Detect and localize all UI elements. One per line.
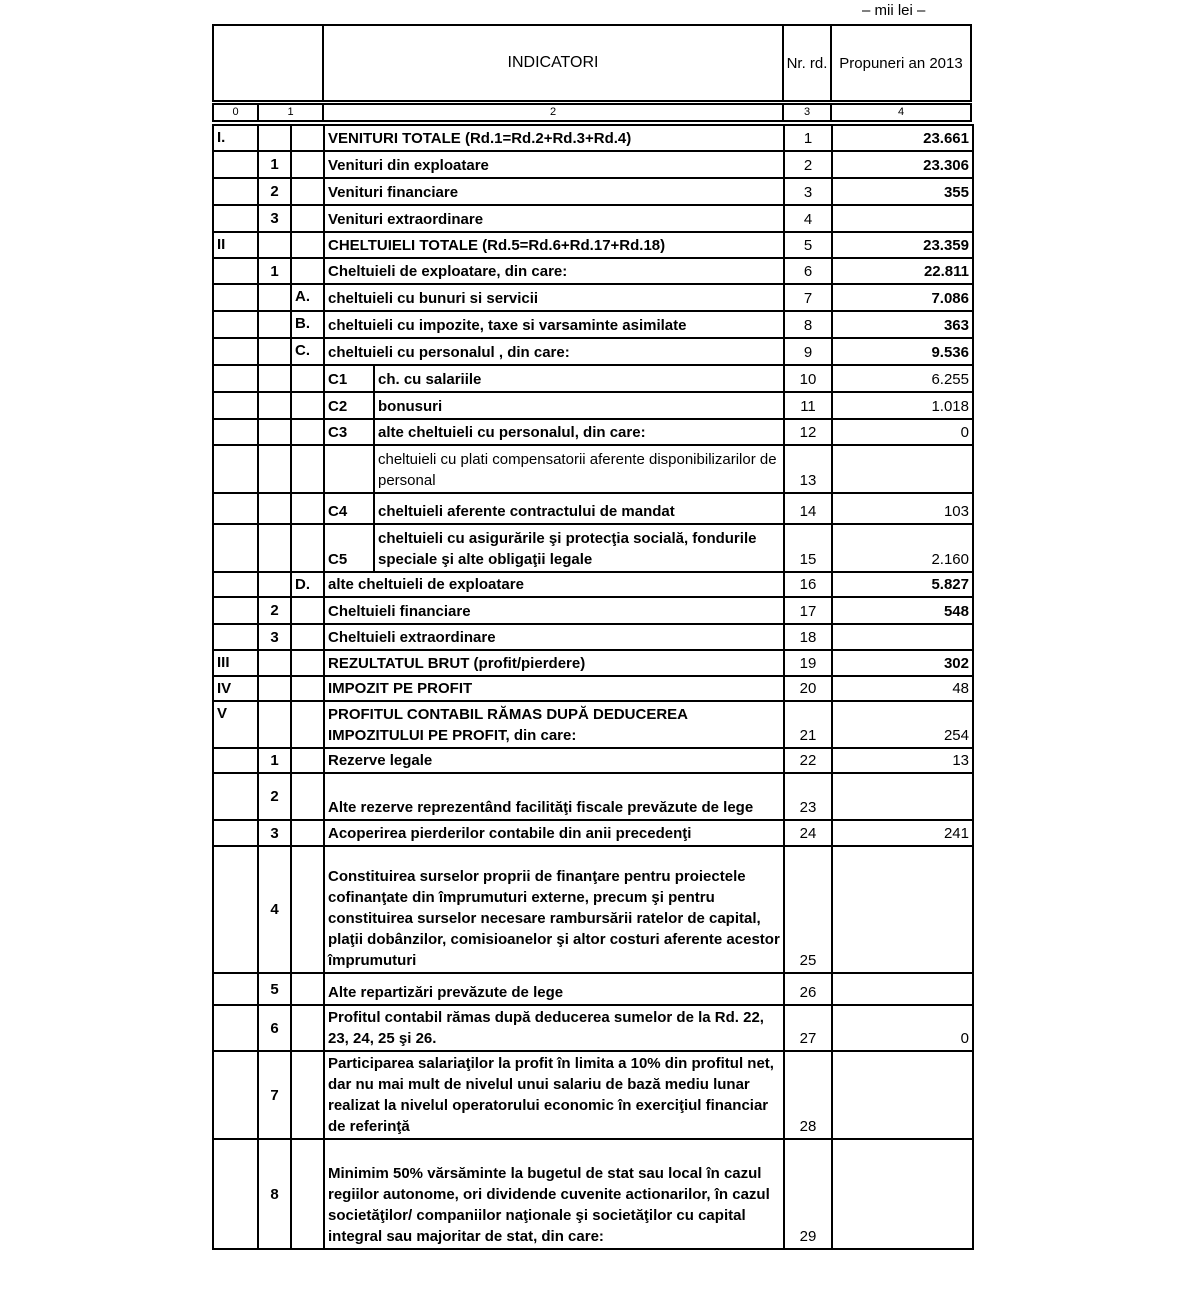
indicator-label: Constituirea surselor proprii de finanţare pentru proiectele cofinanţate din împrumuturi externe, precum şi pentru constituirea surselor necesare rambursării ratelor de capital, plaţii dobânzilor, comisioanelor şi altor costuri aferente acestor împrumuturi xyxy=(324,846,784,973)
section-roman-cell: III xyxy=(213,650,258,676)
indicator-label: Profitul contabil rămas după deducerea sumelor de la Rd. 22, 23, 24, 25 şi 26. xyxy=(324,1005,784,1051)
row-number-cell: 17 xyxy=(784,597,832,624)
section-roman-cell xyxy=(213,820,258,846)
section-letter-cell xyxy=(291,232,324,258)
section-roman-cell xyxy=(213,973,258,1005)
indicator-label: CHELTUIELI TOTALE (Rd.5=Rd.6+Rd.17+Rd.18) xyxy=(324,232,784,258)
indicator-label: alte cheltuieli cu personalul, din care: xyxy=(374,419,784,445)
proposal-value-cell: 2.160 xyxy=(832,524,973,572)
indicator-label: PROFITUL CONTABIL RĂMAS DUPĂ DEDUCEREA IMPOZITULUI PE PROFIT, din care: xyxy=(324,701,784,748)
indicator-label: cheltuieli cu impozite, taxe si varsaminte asimilate xyxy=(324,311,784,338)
table-row xyxy=(213,392,973,419)
section-roman-cell xyxy=(213,748,258,773)
section-letter-cell xyxy=(291,258,324,284)
row-number-cell: 25 xyxy=(784,846,832,973)
indicator-label: cheltuieli cu bunuri si servicii xyxy=(324,284,784,311)
table-row xyxy=(213,1005,973,1051)
section-letter-cell xyxy=(291,205,324,232)
table-row xyxy=(213,1139,973,1249)
table-row xyxy=(213,597,973,624)
table-body xyxy=(213,125,973,1249)
sub-code-cell: C5 xyxy=(324,524,374,572)
section-roman-cell: II xyxy=(213,232,258,258)
section-roman-cell xyxy=(213,365,258,392)
indicator-label: cheltuieli cu personalul , din care: xyxy=(324,338,784,365)
section-number-cell: 6 xyxy=(258,1005,291,1051)
proposal-value-cell: 355 xyxy=(832,178,973,205)
proposal-value-cell: 9.536 xyxy=(832,338,973,365)
section-letter-cell xyxy=(291,597,324,624)
proposal-value-cell: 23.359 xyxy=(832,232,973,258)
proposal-value-cell: 0 xyxy=(832,419,973,445)
table-row xyxy=(213,572,973,597)
proposal-value-cell: 6.255 xyxy=(832,365,973,392)
table-row xyxy=(213,178,973,205)
table-row xyxy=(213,493,973,524)
section-letter-cell: D. xyxy=(291,572,324,597)
section-number-cell xyxy=(258,338,291,365)
indicator-label: IMPOZIT PE PROFIT xyxy=(324,676,784,701)
proposal-value-cell xyxy=(832,624,973,650)
section-letter-cell: A. xyxy=(291,284,324,311)
row-number-cell: 15 xyxy=(784,524,832,572)
section-letter-cell xyxy=(291,650,324,676)
section-roman-cell xyxy=(213,773,258,820)
section-number-cell: 5 xyxy=(258,973,291,1005)
section-letter-cell: B. xyxy=(291,311,324,338)
column-number: 3 xyxy=(782,103,832,122)
proposal-value-cell xyxy=(832,445,973,493)
row-number-cell: 3 xyxy=(784,178,832,205)
section-letter-cell xyxy=(291,419,324,445)
indicator-label: Participarea salariaţilor la profit în limita a 10% din profitul net, dar nu mai mult de nivelul unui salariu de bază mediu lunar realizat la nivelul operatorului economic în exerciţiul financiar de referinţă xyxy=(324,1051,784,1139)
table-row xyxy=(213,338,973,365)
indicator-label: Acoperirea pierderilor contabile din anii precedenţi xyxy=(324,820,784,846)
section-roman-cell: I. xyxy=(213,125,258,151)
section-letter-cell: C. xyxy=(291,338,324,365)
table-row xyxy=(213,820,973,846)
section-letter-cell xyxy=(291,392,324,419)
sub-code-cell: C1 xyxy=(324,365,374,392)
section-roman-cell: IV xyxy=(213,676,258,701)
section-roman-cell xyxy=(213,846,258,973)
row-number-cell: 21 xyxy=(784,701,832,748)
section-roman-cell: V xyxy=(213,701,258,748)
indicator-label: Cheltuieli de exploatare, din care: xyxy=(324,258,784,284)
table-header xyxy=(212,24,972,104)
section-roman-cell xyxy=(213,445,258,493)
section-number-cell xyxy=(258,701,291,748)
section-roman-cell xyxy=(213,624,258,650)
section-number-cell xyxy=(258,284,291,311)
indicator-label: REZULTATUL BRUT (profit/pierdere) xyxy=(324,650,784,676)
row-number-cell: 4 xyxy=(784,205,832,232)
table-row xyxy=(213,650,973,676)
section-roman-cell xyxy=(213,572,258,597)
column-number: 0 xyxy=(212,103,259,122)
table-row xyxy=(213,773,973,820)
proposal-value-cell: 22.811 xyxy=(832,258,973,284)
table-row xyxy=(213,151,973,178)
table-row xyxy=(213,846,973,973)
section-roman-cell xyxy=(213,1005,258,1051)
section-number-cell: 3 xyxy=(258,624,291,650)
section-number-cell xyxy=(258,572,291,597)
proposal-value-cell xyxy=(832,1051,973,1139)
row-number-cell: 9 xyxy=(784,338,832,365)
proposal-value-cell: 0 xyxy=(832,1005,973,1051)
section-number-cell xyxy=(258,365,291,392)
section-letter-cell xyxy=(291,748,324,773)
section-letter-cell xyxy=(291,1139,324,1249)
row-number-cell: 6 xyxy=(784,258,832,284)
section-number-cell xyxy=(258,311,291,338)
section-roman-cell xyxy=(213,493,258,524)
section-number-cell xyxy=(258,493,291,524)
section-roman-cell xyxy=(213,284,258,311)
table-row xyxy=(213,205,973,232)
row-number-cell: 20 xyxy=(784,676,832,701)
section-number-cell xyxy=(258,650,291,676)
section-number-cell: 2 xyxy=(258,773,291,820)
row-number-cell: 14 xyxy=(784,493,832,524)
header-indicatori: INDICATORI xyxy=(322,24,784,102)
proposal-value-cell: 302 xyxy=(832,650,973,676)
section-roman-cell xyxy=(213,524,258,572)
indicator-label: Venituri extraordinare xyxy=(324,205,784,232)
table-row xyxy=(213,258,973,284)
indicator-label: Venituri din exploatare xyxy=(324,151,784,178)
table-row xyxy=(213,311,973,338)
section-number-cell: 1 xyxy=(258,258,291,284)
table-row xyxy=(213,973,973,1005)
table-row xyxy=(213,365,973,392)
section-roman-cell xyxy=(213,151,258,178)
proposal-value-cell: 13 xyxy=(832,748,973,773)
proposal-value-cell: 241 xyxy=(832,820,973,846)
proposal-value-cell: 23.661 xyxy=(832,125,973,151)
section-letter-cell xyxy=(291,820,324,846)
indicator-label: cheltuieli cu asigurările şi protecţia socială, fondurile speciale şi alte obligaţii legale xyxy=(374,524,784,572)
table-row xyxy=(213,624,973,650)
row-number-cell: 1 xyxy=(784,125,832,151)
section-roman-cell xyxy=(213,258,258,284)
table-row xyxy=(213,445,973,493)
row-number-cell: 12 xyxy=(784,419,832,445)
row-number-cell: 27 xyxy=(784,1005,832,1051)
column-number-row xyxy=(212,103,972,122)
section-letter-cell xyxy=(291,524,324,572)
column-number: 2 xyxy=(322,103,784,122)
table-row xyxy=(213,125,973,151)
table-row xyxy=(213,1051,973,1139)
proposal-value-cell: 363 xyxy=(832,311,973,338)
section-number-cell xyxy=(258,524,291,572)
row-number-cell: 26 xyxy=(784,973,832,1005)
header-blank-cell xyxy=(212,24,324,102)
section-letter-cell xyxy=(291,701,324,748)
proposal-value-cell: 254 xyxy=(832,701,973,748)
sub-code-cell: C4 xyxy=(324,493,374,524)
sub-code-cell: C3 xyxy=(324,419,374,445)
proposal-value-cell xyxy=(832,846,973,973)
section-letter-cell xyxy=(291,846,324,973)
section-number-cell xyxy=(258,419,291,445)
indicators-table xyxy=(212,124,974,1250)
row-number-cell: 11 xyxy=(784,392,832,419)
section-letter-cell xyxy=(291,1005,324,1051)
table-row xyxy=(213,748,973,773)
section-number-cell xyxy=(258,232,291,258)
section-roman-cell xyxy=(213,1139,258,1249)
section-letter-cell xyxy=(291,624,324,650)
sub-code-cell: C2 xyxy=(324,392,374,419)
section-letter-cell xyxy=(291,676,324,701)
row-number-cell: 7 xyxy=(784,284,832,311)
row-number-cell: 19 xyxy=(784,650,832,676)
indicator-label: Cheltuieli financiare xyxy=(324,597,784,624)
column-number: 4 xyxy=(830,103,972,122)
proposal-value-cell: 548 xyxy=(832,597,973,624)
section-roman-cell xyxy=(213,1051,258,1139)
row-number-cell: 28 xyxy=(784,1051,832,1139)
table-row xyxy=(213,419,973,445)
section-number-cell: 2 xyxy=(258,178,291,205)
proposal-value-cell: 103 xyxy=(832,493,973,524)
section-number-cell: 3 xyxy=(258,820,291,846)
proposal-value-cell: 23.306 xyxy=(832,151,973,178)
section-letter-cell xyxy=(291,445,324,493)
section-number-cell: 1 xyxy=(258,748,291,773)
indicator-label: Alte rezerve reprezentând facilităţi fiscale prevăzute de lege xyxy=(324,773,784,820)
section-letter-cell xyxy=(291,973,324,1005)
section-number-cell xyxy=(258,125,291,151)
proposal-value-cell xyxy=(832,773,973,820)
section-number-cell: 2 xyxy=(258,597,291,624)
indicator-label: alte cheltuieli de exploatare xyxy=(324,572,784,597)
section-roman-cell xyxy=(213,419,258,445)
proposal-value-cell xyxy=(832,973,973,1005)
section-number-cell: 7 xyxy=(258,1051,291,1139)
row-number-cell: 10 xyxy=(784,365,832,392)
section-letter-cell xyxy=(291,178,324,205)
section-letter-cell xyxy=(291,773,324,820)
table-row xyxy=(213,676,973,701)
row-number-cell: 24 xyxy=(784,820,832,846)
section-roman-cell xyxy=(213,178,258,205)
table-row xyxy=(213,524,973,572)
row-number-cell: 29 xyxy=(784,1139,832,1249)
indicator-label: Cheltuieli extraordinare xyxy=(324,624,784,650)
proposal-value-cell xyxy=(832,205,973,232)
row-number-cell: 22 xyxy=(784,748,832,773)
row-number-cell: 5 xyxy=(784,232,832,258)
section-roman-cell xyxy=(213,311,258,338)
header-propuneri: Propuneri an 2013 xyxy=(830,24,972,102)
section-letter-cell xyxy=(291,493,324,524)
table-row xyxy=(213,701,973,748)
section-letter-cell xyxy=(291,125,324,151)
row-number-cell: 23 xyxy=(784,773,832,820)
section-letter-cell xyxy=(291,151,324,178)
section-number-cell: 3 xyxy=(258,205,291,232)
row-number-cell: 8 xyxy=(784,311,832,338)
table-row xyxy=(213,284,973,311)
proposal-value-cell: 48 xyxy=(832,676,973,701)
table-row xyxy=(213,232,973,258)
section-roman-cell xyxy=(213,338,258,365)
section-number-cell: 4 xyxy=(258,846,291,973)
section-number-cell xyxy=(258,445,291,493)
indicator-label: VENITURI TOTALE (Rd.1=Rd.2+Rd.3+Rd.4) xyxy=(324,125,784,151)
sub-code-cell xyxy=(324,445,374,493)
row-number-cell: 16 xyxy=(784,572,832,597)
indicator-label: Venituri financiare xyxy=(324,178,784,205)
proposal-value-cell: 7.086 xyxy=(832,284,973,311)
section-number-cell xyxy=(258,392,291,419)
section-number-cell xyxy=(258,676,291,701)
proposal-value-cell xyxy=(832,1139,973,1249)
indicator-label: bonusuri xyxy=(374,392,784,419)
row-number-cell: 18 xyxy=(784,624,832,650)
indicator-label: Minimim 50% vărsăminte la bugetul de stat sau local în cazul regiilor autonome, ori dividende cuvenite actionarilor, în cazul societăţilor/ companiilor naţionale şi societăţilor cu capital integral sau majoritar de stat, din care: xyxy=(324,1139,784,1249)
proposal-value-cell: 1.018 xyxy=(832,392,973,419)
indicator-label: cheltuieli cu plati compensatorii aferente disponibilizarilor de personal xyxy=(374,445,784,493)
section-number-cell: 8 xyxy=(258,1139,291,1249)
header-nr-rd: Nr. rd. xyxy=(782,24,832,102)
section-number-cell: 1 xyxy=(258,151,291,178)
indicator-label: Rezerve legale xyxy=(324,748,784,773)
row-number-cell: 13 xyxy=(784,445,832,493)
section-roman-cell xyxy=(213,597,258,624)
section-letter-cell xyxy=(291,1051,324,1139)
section-letter-cell xyxy=(291,365,324,392)
indicator-label: ch. cu salariile xyxy=(374,365,784,392)
unit-note: – mii lei – xyxy=(862,2,926,19)
proposal-value-cell: 5.827 xyxy=(832,572,973,597)
indicator-label: cheltuieli aferente contractului de mandat xyxy=(374,493,784,524)
section-roman-cell xyxy=(213,392,258,419)
indicator-label: Alte repartizări prevăzute de lege xyxy=(324,973,784,1005)
section-roman-cell xyxy=(213,205,258,232)
column-number: 1 xyxy=(257,103,324,122)
row-number-cell: 2 xyxy=(784,151,832,178)
